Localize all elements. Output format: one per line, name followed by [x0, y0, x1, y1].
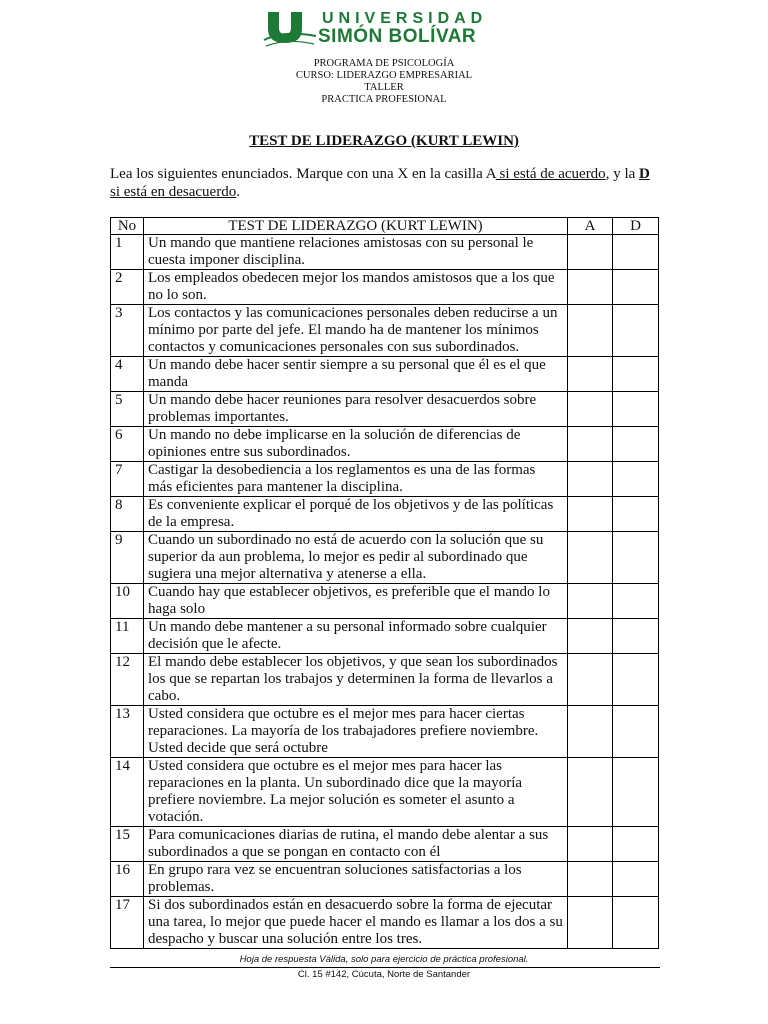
item-statement: Usted considera que octubre es el mejor mes para hacer las reparaciones en la planta. Un subordinado dice que la mayoría prefiere noviembre. La mejor solución es someter el asunto a votación.	[144, 758, 568, 827]
disagree-checkbox-cell[interactable]	[613, 235, 659, 270]
disagree-checkbox-cell[interactable]	[613, 654, 659, 706]
item-statement: Los empleados obedecen mejor los mandos amistosos que a los que no lo son.	[144, 270, 568, 305]
table-row	[111, 235, 659, 270]
agree-checkbox-cell[interactable]	[568, 462, 613, 497]
disagree-checkbox-cell[interactable]	[613, 827, 659, 862]
item-statement: Cuando hay que establecer objetivos, es preferible que el mando lo haga solo	[144, 584, 568, 619]
disagree-checkbox-cell[interactable]	[613, 392, 659, 427]
practice-line: PRACTICA PROFESIONAL	[321, 94, 447, 105]
agree-checkbox-cell[interactable]	[568, 584, 613, 619]
table-row	[111, 584, 659, 619]
disagree-checkbox-cell[interactable]	[613, 584, 659, 619]
item-number: 1	[111, 235, 144, 270]
agree-checkbox-cell[interactable]	[568, 497, 613, 532]
item-number: 10	[111, 584, 144, 619]
table-row	[111, 706, 659, 758]
agree-checkbox-cell[interactable]	[568, 357, 613, 392]
agree-checkbox-cell[interactable]	[568, 897, 613, 949]
course-line: CURSO: LIDERAZGO EMPRESARIAL	[295, 70, 473, 81]
table-row	[111, 758, 659, 827]
disagree-checkbox-cell[interactable]	[613, 758, 659, 827]
table-row	[111, 305, 659, 357]
logo-text-simon-bolivar: SIMÓN BOLÍVAR	[318, 26, 477, 47]
leadership-test-table	[110, 217, 659, 949]
disagree-checkbox-cell[interactable]	[613, 357, 659, 392]
disagree-checkbox-cell[interactable]	[613, 270, 659, 305]
agree-checkbox-cell[interactable]	[568, 758, 613, 827]
footer-address: Cl. 15 #142, Cúcuta, Norte de Santander	[297, 969, 471, 980]
column-header-disagree: D	[613, 218, 659, 235]
disagree-checkbox-cell[interactable]	[613, 427, 659, 462]
program-header	[0, 58, 768, 106]
disagree-checkbox-cell[interactable]	[613, 532, 659, 584]
table-row	[111, 897, 659, 949]
item-number: 5	[111, 392, 144, 427]
agree-checkbox-cell[interactable]	[568, 427, 613, 462]
column-header-agree: A	[568, 218, 613, 235]
agree-checkbox-cell[interactable]	[568, 619, 613, 654]
item-statement: Un mando debe hacer sentir siempre a su personal que él es el que manda	[144, 357, 568, 392]
agree-checkbox-cell[interactable]	[568, 392, 613, 427]
item-statement: Para comunicaciones diarias de rutina, el mando debe alentar a sus subordinados a que se pongan en contacto con él	[144, 827, 568, 862]
agree-checkbox-cell[interactable]	[568, 532, 613, 584]
table-row	[111, 827, 659, 862]
university-emblem-icon	[262, 10, 318, 50]
table-row	[111, 462, 659, 497]
disagree-text: si está en desacuerdo	[110, 184, 237, 200]
document-title: TEST DE LIDERAZGO (KURT LEWIN)	[249, 133, 519, 149]
item-statement: Es conveniente explicar el porqué de los objetivos y de las políticas de la empresa.	[144, 497, 568, 532]
disagree-letter: D	[639, 166, 650, 182]
disagree-checkbox-cell[interactable]	[613, 305, 659, 357]
agree-checkbox-cell[interactable]	[568, 305, 613, 357]
column-header-statement: TEST DE LIDERAZGO (KURT LEWIN)	[144, 218, 568, 235]
item-number: 6	[111, 427, 144, 462]
disagree-checkbox-cell[interactable]	[613, 862, 659, 897]
item-statement: Un mando debe mantener a su personal informado sobre cualquier decisión que le afecte.	[144, 619, 568, 654]
footer-note: Hoja de respuesta Válida, solo para ejercicio de práctica profesional.	[239, 954, 529, 965]
item-number: 17	[111, 897, 144, 949]
logo-text-universidad: UNIVERSIDAD	[322, 10, 488, 27]
item-statement: Castigar la desobediencia a los reglamentos es una de las formas más eficientes para mantener la disciplina.	[144, 462, 568, 497]
disagree-checkbox-cell[interactable]	[613, 897, 659, 949]
disagree-checkbox-cell[interactable]	[613, 497, 659, 532]
item-number: 11	[111, 619, 144, 654]
table-row	[111, 270, 659, 305]
footer-divider	[110, 967, 660, 968]
item-number: 14	[111, 758, 144, 827]
table-row	[111, 427, 659, 462]
item-number: 7	[111, 462, 144, 497]
item-statement: Un mando debe hacer reuniones para resolver desacuerdos sobre problemas importantes.	[144, 392, 568, 427]
workshop-line: TALLER	[364, 82, 404, 93]
item-number: 16	[111, 862, 144, 897]
item-number: 15	[111, 827, 144, 862]
instructions-joiner: , y la	[605, 166, 640, 182]
table-row	[111, 654, 659, 706]
item-number: 13	[111, 706, 144, 758]
agree-checkbox-cell[interactable]	[568, 235, 613, 270]
column-header-no: No	[111, 218, 144, 235]
table-row	[111, 392, 659, 427]
agree-checkbox-cell[interactable]	[568, 862, 613, 897]
item-number: 12	[111, 654, 144, 706]
table-row	[111, 497, 659, 532]
disagree-checkbox-cell[interactable]	[613, 706, 659, 758]
agree-checkbox-cell[interactable]	[568, 706, 613, 758]
item-number: 8	[111, 497, 144, 532]
program-line: PROGRAMA DE PSICOLOGÍA	[313, 58, 455, 69]
disagree-checkbox-cell[interactable]	[613, 462, 659, 497]
table-row	[111, 619, 659, 654]
item-statement: Usted considera que octubre es el mejor mes para hacer ciertas reparaciones. La mayoría de los trabajadores prefiere noviembre. Usted decide que será octubre	[144, 706, 568, 758]
instructions-text: Lea los siguientes enunciados. Marque con una X en la casilla A	[110, 166, 496, 182]
item-number: 2	[111, 270, 144, 305]
table-row	[111, 862, 659, 897]
item-statement: Si dos subordinados están en desacuerdo sobre la forma de ejecutar una tarea, lo mejor que puede hacer el mando es llamar a los dos a su despacho y buscar una solución entre los tres.	[144, 897, 568, 949]
table-header-row	[111, 218, 659, 235]
item-statement: Un mando que mantiene relaciones amistosas con su personal le cuesta imponer disciplina.	[144, 235, 568, 270]
agree-text: si está de acuerdo	[495, 166, 606, 182]
item-number: 4	[111, 357, 144, 392]
table-row	[111, 357, 659, 392]
agree-checkbox-cell[interactable]	[568, 654, 613, 706]
instructions-end: .	[236, 184, 240, 200]
item-statement: Un mando no debe implicarse en la solución de diferencias de opiniones entre sus subordinados.	[144, 427, 568, 462]
disagree-checkbox-cell[interactable]	[613, 619, 659, 654]
item-statement: Cuando un subordinado no está de acuerdo con la solución que su superior da aun problema, lo mejor es pedir al subordinado que sugiera una mejor alternativa y atenerse a ella.	[144, 532, 568, 584]
item-number: 3	[111, 305, 144, 357]
item-statement: Los contactos y las comunicaciones personales deben reducirse a un mínimo por parte del jefe. El mando ha de mantener los mínimos contactos y comunicaciones personales con sus subordinados.	[144, 305, 568, 357]
agree-checkbox-cell[interactable]	[568, 270, 613, 305]
university-logo	[262, 8, 488, 52]
item-statement: En grupo rara vez se encuentran soluciones satisfactorias a los problemas.	[144, 862, 568, 897]
item-statement: El mando debe establecer los objetivos, y que sean los subordinados los que se repartan los trabajos y determinen la forma de llevarlos a cabo.	[144, 654, 568, 706]
agree-checkbox-cell[interactable]	[568, 827, 613, 862]
table-row	[111, 532, 659, 584]
instructions	[110, 165, 658, 201]
item-number: 9	[111, 532, 144, 584]
